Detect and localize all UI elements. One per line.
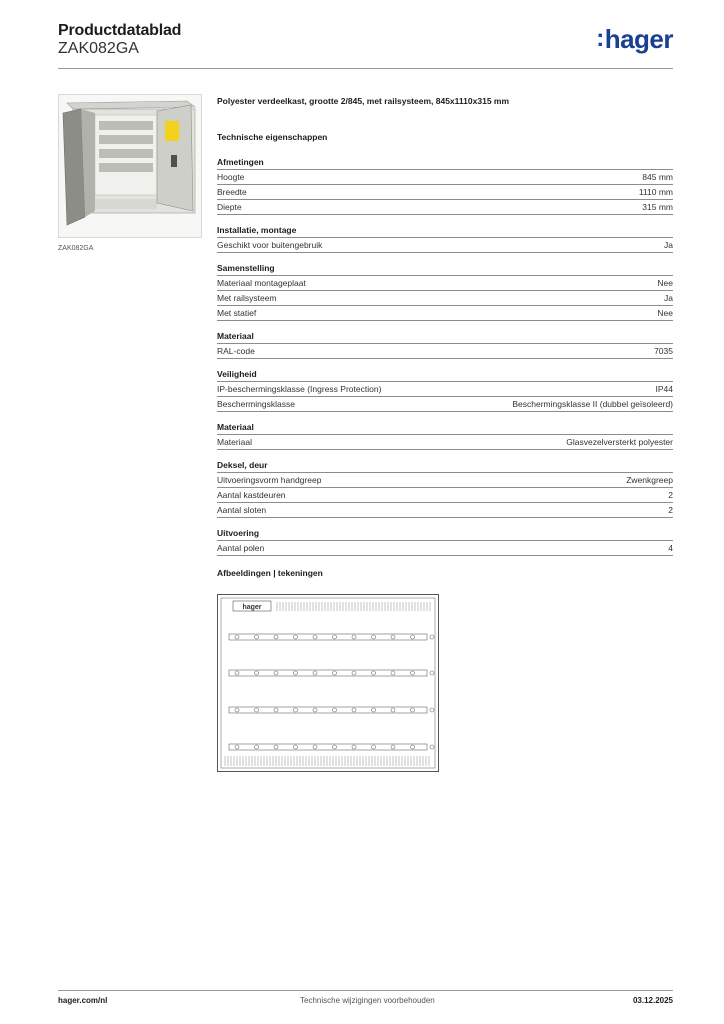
rail-hole — [333, 635, 337, 639]
property-value: Glasvezelversterkt polyester — [566, 437, 673, 447]
rail-hole — [411, 635, 415, 639]
rail-hole — [313, 635, 317, 639]
property-row — [217, 200, 673, 215]
property-label: Geschikt voor buitengebruik — [217, 240, 323, 250]
technical-drawing — [217, 594, 439, 772]
header-divider — [58, 68, 673, 69]
property-row — [217, 238, 673, 253]
brand-name: hager — [604, 24, 673, 54]
hager-logo: :hager — [596, 24, 673, 54]
rail-hole — [333, 671, 337, 675]
property-row — [217, 488, 673, 503]
rail-hole — [255, 635, 259, 639]
property-row — [217, 541, 673, 556]
property-row — [217, 185, 673, 200]
rail-hole — [294, 708, 298, 712]
rail-hole — [430, 635, 434, 639]
product-image — [58, 94, 202, 238]
property-label: IP-beschermingsklasse (Ingress Protection) — [217, 384, 382, 394]
property-label: RAL-code — [217, 346, 255, 356]
rail-hole — [255, 671, 259, 675]
property-value: Beschermingsklasse II (dubbel geïsoleerd) — [512, 399, 673, 409]
property-value: 845 mm — [642, 172, 673, 182]
rail-hole — [255, 745, 259, 749]
group-title: Installatie, montage — [217, 224, 673, 238]
rail-hole — [430, 708, 434, 712]
property-row — [217, 276, 673, 291]
rail-hole — [391, 635, 395, 639]
property-group-execution — [217, 527, 673, 556]
rail-hole — [294, 635, 298, 639]
rail-hole — [391, 708, 395, 712]
rail-hole — [235, 708, 239, 712]
property-label: Met statief — [217, 308, 257, 318]
rail-hole — [333, 708, 337, 712]
rail-hole — [372, 635, 376, 639]
rail-hole — [274, 671, 278, 675]
property-group-material — [217, 421, 673, 450]
group-title: Uitvoering — [217, 527, 673, 541]
main-content — [217, 96, 673, 586]
property-value: Ja — [664, 293, 673, 303]
property-label: Materiaal — [217, 437, 252, 447]
rail-hole — [274, 635, 278, 639]
property-row — [217, 344, 673, 359]
cabinet-photo-illustration — [59, 95, 201, 237]
drawing-brand-label: hager — [242, 604, 262, 611]
property-row — [217, 170, 673, 185]
group-title: Samenstelling — [217, 262, 673, 276]
footer-notice: Technische wijzigingen voorbehouden — [300, 996, 435, 1005]
property-label: Aantal polen — [217, 543, 265, 553]
rail-hole — [235, 635, 239, 639]
product-image-caption: ZAK082GA — [58, 245, 94, 252]
property-label: Breedte — [217, 187, 247, 197]
property-label: Materiaal montageplaat — [217, 278, 306, 288]
group-title: Veiligheid — [217, 368, 673, 382]
property-group-installation — [217, 224, 673, 253]
technical-properties-heading: Technische eigenschappen — [217, 132, 328, 142]
property-group-cover-door — [217, 459, 673, 518]
property-value: 1110 mm — [638, 187, 673, 197]
rail-hole — [372, 708, 376, 712]
rail-hole — [352, 745, 356, 749]
footer-date: 03.12.2025 — [632, 996, 673, 1005]
property-row — [217, 503, 673, 518]
rail-hole — [352, 671, 356, 675]
footer-website: hager.com/nl — [58, 996, 108, 1005]
property-value: Nee — [657, 308, 673, 318]
property-label: Diepte — [217, 202, 242, 212]
group-title: Afmetingen — [217, 156, 673, 170]
product-description: Polyester verdeelkast, grootte 2/845, met railsysteem, 845x1110x315 mm — [217, 96, 510, 106]
rail-hole — [411, 708, 415, 712]
rail-hole — [391, 745, 395, 749]
rail-hole — [411, 745, 415, 749]
property-row — [217, 435, 673, 450]
document-title: Productdatablad — [58, 22, 182, 39]
property-value: 315 mm — [642, 202, 673, 212]
property-label: Hoogte — [217, 172, 245, 182]
rail-hole — [255, 708, 259, 712]
page-header — [58, 20, 673, 70]
property-group-composition — [217, 262, 673, 321]
rail-hole — [235, 745, 239, 749]
rail-hole — [313, 671, 317, 675]
rail-hole — [294, 671, 298, 675]
group-title: Deksel, deur — [217, 459, 673, 473]
drawings-heading: Afbeeldingen | tekeningen — [217, 568, 323, 578]
property-group-dimensions — [217, 156, 673, 215]
rail-hole — [430, 745, 434, 749]
property-value: Nee — [657, 278, 673, 288]
property-value: IP44 — [655, 384, 673, 394]
property-row — [217, 291, 673, 306]
footer-divider — [58, 990, 673, 991]
rail-hole — [391, 671, 395, 675]
rail-hole — [313, 745, 317, 749]
property-value: 4 — [668, 543, 673, 553]
rail-hole — [333, 745, 337, 749]
property-group-material-ral — [217, 330, 673, 359]
property-group-safety — [217, 368, 673, 412]
rail-hole — [430, 671, 434, 675]
property-value: 2 — [668, 505, 673, 515]
property-label: Aantal kastdeuren — [217, 490, 286, 500]
rail-hole — [372, 745, 376, 749]
property-row — [217, 382, 673, 397]
property-value: 7035 — [654, 346, 673, 356]
rail-hole — [235, 671, 239, 675]
property-row — [217, 473, 673, 488]
property-label: Met railsysteem — [217, 293, 277, 303]
property-label: Beschermingsklasse — [217, 399, 295, 409]
rail-hole — [274, 745, 278, 749]
property-row — [217, 306, 673, 321]
property-row — [217, 397, 673, 412]
property-label: Aantal sloten — [217, 505, 267, 515]
property-value: Zwenkgreep — [626, 475, 673, 485]
rail-hole — [411, 671, 415, 675]
rail-hole — [274, 708, 278, 712]
rail-hole — [294, 745, 298, 749]
rail-hole — [352, 635, 356, 639]
property-value: 2 — [668, 490, 673, 500]
group-title: Materiaal — [217, 330, 673, 344]
rail-hole — [313, 708, 317, 712]
group-title: Materiaal — [217, 421, 673, 435]
product-code: ZAK082GA — [58, 40, 139, 57]
property-value: Ja — [664, 240, 673, 250]
cabinet-front-drawing — [217, 594, 439, 772]
property-label: Uitvoeringsvorm handgreep — [217, 475, 322, 485]
rail-hole — [352, 708, 356, 712]
rail-hole — [372, 671, 376, 675]
